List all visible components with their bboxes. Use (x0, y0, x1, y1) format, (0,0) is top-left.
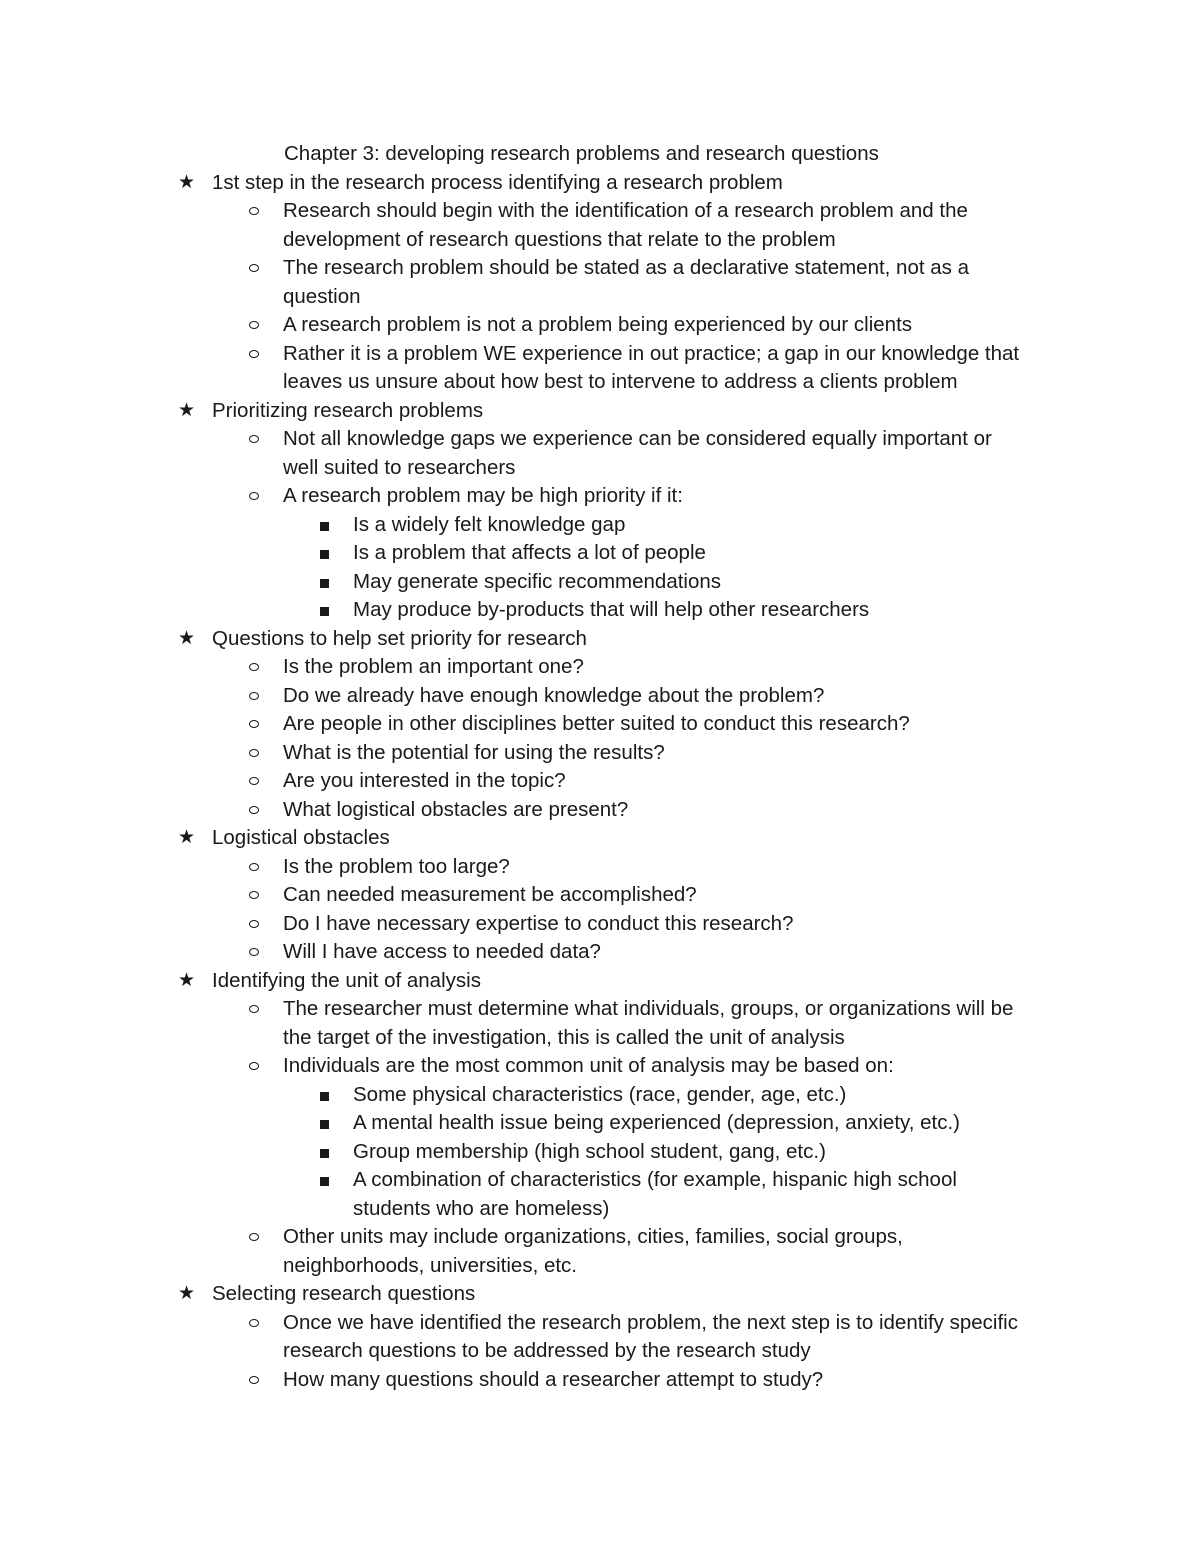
line-text: Rather it is a problem WE experience in out practice; a gap in our knowledge that (283, 341, 1020, 365)
line-text: students who are homeless) (353, 1196, 610, 1220)
line-text: the target of the investigation, this is called the unit of analysis (283, 1025, 845, 1049)
hollow-circle-bullet-icon (249, 435, 259, 443)
list-item (0, 1223, 1200, 1252)
star-bullet-icon: ★ (178, 827, 196, 848)
list-item (0, 311, 1200, 340)
line-text: neighborhoods, universities, etc. (283, 1253, 578, 1277)
list-item (0, 254, 1200, 283)
hollow-circle-bullet-icon (249, 321, 259, 329)
star-bullet-icon: ★ (178, 1283, 196, 1304)
line-text: Questions to help set priority for research (212, 626, 587, 650)
list-item (0, 197, 1200, 226)
hollow-circle-bullet-icon (249, 863, 259, 871)
section-heading (0, 625, 1200, 654)
square-bullet-icon (320, 1092, 329, 1101)
list-item (0, 482, 1200, 511)
line-text: research questions to be addressed by the research study (283, 1339, 811, 1362)
list-item (0, 653, 1200, 682)
line-text: Once we have identified the research problem, the next step is to identify specific (283, 1310, 1018, 1334)
line-text: Individuals are the most common unit of analysis may be based on: (283, 1054, 894, 1077)
square-bullet-icon (320, 607, 329, 616)
line-text: Identifying the unit of analysis (212, 968, 481, 992)
square-bullet-icon (320, 1120, 329, 1129)
hollow-circle-bullet-icon (249, 264, 259, 272)
star-bullet-icon: ★ (178, 969, 196, 991)
line-text: The research problem should be stated as a declarative statement, not as a (283, 256, 969, 279)
hollow-circle-bullet-icon (249, 891, 259, 899)
line-text: Not all knowledge gaps we experience can be considered equally important or (283, 427, 992, 450)
sub-list-item (0, 1138, 1200, 1167)
hollow-circle-bullet-icon (249, 920, 259, 928)
hollow-circle-bullet-icon (249, 1233, 259, 1241)
section-heading (0, 397, 1200, 426)
hollow-circle-bullet-icon (249, 692, 259, 700)
hollow-circle-bullet-icon (249, 806, 259, 814)
list-item (0, 995, 1200, 1024)
list-item (0, 425, 1200, 454)
line-text: Other units may include organizations, cities, families, social groups, (283, 1225, 903, 1248)
hollow-circle-bullet-icon (249, 948, 259, 956)
hollow-circle-bullet-icon (249, 1062, 259, 1070)
section-heading (0, 967, 1200, 996)
line-text: question (283, 284, 361, 308)
star-bullet-icon: ★ (178, 399, 196, 421)
line-text: May generate specific recommendations (353, 569, 722, 593)
line-text: leaves us unsure about how best to intervene to address a clients problem (283, 370, 958, 393)
outline (0, 169, 1200, 1395)
hollow-circle-bullet-icon (249, 777, 259, 785)
hollow-circle-bullet-icon (249, 1005, 259, 1013)
line-text: 1st step in the research process identifying a research problem (212, 170, 783, 194)
hollow-circle-bullet-icon (249, 350, 259, 358)
line-text: Research should begin with the identification of a research problem and the (283, 199, 968, 222)
sub-list-item (0, 568, 1200, 597)
line-text: What is the potential for using the results? (283, 740, 665, 764)
list-item (0, 910, 1200, 939)
list-item (0, 881, 1200, 910)
line-text: Can needed measurement be accomplished? (283, 883, 697, 906)
document-title: Chapter 3: developing research problems and research questions (284, 142, 879, 165)
list-item (0, 682, 1200, 711)
sub-list-item (0, 1109, 1200, 1138)
list-item (0, 767, 1200, 796)
line-text: Do I have necessary expertise to conduct this research? (283, 911, 794, 935)
line-text: Is the problem too large? (283, 854, 510, 878)
line-text: well suited to researchers (283, 455, 516, 479)
list-item (0, 853, 1200, 882)
list-item (0, 1309, 1200, 1338)
line-text: Group membership (high school student, gang, etc.) (353, 1139, 826, 1163)
line-text: Are you interested in the topic? (283, 769, 566, 792)
line-text: A research problem is not a problem being experienced by our clients (283, 313, 913, 336)
sub-list-item (0, 539, 1200, 568)
list-item (0, 340, 1200, 369)
list-item (0, 739, 1200, 768)
line-text: development of research questions that relate to the problem (283, 227, 836, 251)
hollow-circle-bullet-icon (249, 492, 259, 500)
line-text: May produce by-products that will help other researchers (353, 598, 870, 621)
line-text: Are people in other disciplines better suited to conduct this research? (283, 712, 910, 735)
list-item (0, 368, 1200, 397)
list-item (0, 1337, 1200, 1366)
hollow-circle-bullet-icon (249, 207, 259, 215)
line-text: Prioritizing research problems (212, 398, 484, 422)
list-item (0, 938, 1200, 967)
line-text: A research problem may be high priority if it: (283, 484, 683, 507)
line-text: Will I have access to needed data? (283, 940, 601, 963)
line-text: Do we already have enough knowledge about the problem? (283, 683, 825, 707)
hollow-circle-bullet-icon (249, 720, 259, 728)
sub-list-item (0, 596, 1200, 625)
hollow-circle-bullet-icon (249, 749, 259, 757)
list-item (0, 283, 1200, 312)
section-heading (0, 169, 1200, 198)
line-text: A combination of characteristics (for example, hispanic high school (353, 1168, 957, 1191)
line-text: Selecting research questions (212, 1282, 476, 1305)
hollow-circle-bullet-icon (249, 663, 259, 671)
sub-list-item (0, 511, 1200, 540)
line-text: A mental health issue being experienced (depression, anxiety, etc.) (353, 1111, 961, 1134)
list-item (0, 454, 1200, 483)
line-text: Is a problem that affects a lot of people (353, 541, 706, 564)
square-bullet-icon (320, 1177, 329, 1186)
square-bullet-icon (320, 550, 329, 559)
line-text: Some physical characteristics (race, gender, age, etc.) (353, 1082, 847, 1106)
list-item (0, 1252, 1200, 1281)
star-bullet-icon: ★ (178, 627, 196, 649)
sub-list-item (0, 1166, 1200, 1195)
section-heading (0, 1280, 1200, 1309)
hollow-circle-bullet-icon (249, 1376, 259, 1384)
line-text: The researcher must determine what individuals, groups, or organizations will be (283, 997, 1014, 1020)
line-text: Is a widely felt knowledge gap (353, 512, 626, 536)
line-text: How many questions should a researcher attempt to study? (283, 1367, 824, 1391)
line-text: Is the problem an important one? (283, 655, 584, 678)
document-page (0, 140, 1200, 1394)
sub-list-item (0, 1081, 1200, 1110)
list-item (0, 1366, 1200, 1395)
line-text: What logistical obstacles are present? (283, 797, 629, 821)
list-item (0, 226, 1200, 255)
section-heading (0, 824, 1200, 853)
hollow-circle-bullet-icon (249, 1319, 259, 1327)
line-text: Logistical obstacles (212, 826, 390, 849)
list-item (0, 1024, 1200, 1053)
list-item (0, 1052, 1200, 1081)
sub-list-item (0, 1195, 1200, 1224)
list-item (0, 796, 1200, 825)
square-bullet-icon (320, 1149, 329, 1158)
list-item (0, 710, 1200, 739)
square-bullet-icon (320, 579, 329, 588)
square-bullet-icon (320, 522, 329, 531)
star-bullet-icon: ★ (178, 171, 196, 193)
